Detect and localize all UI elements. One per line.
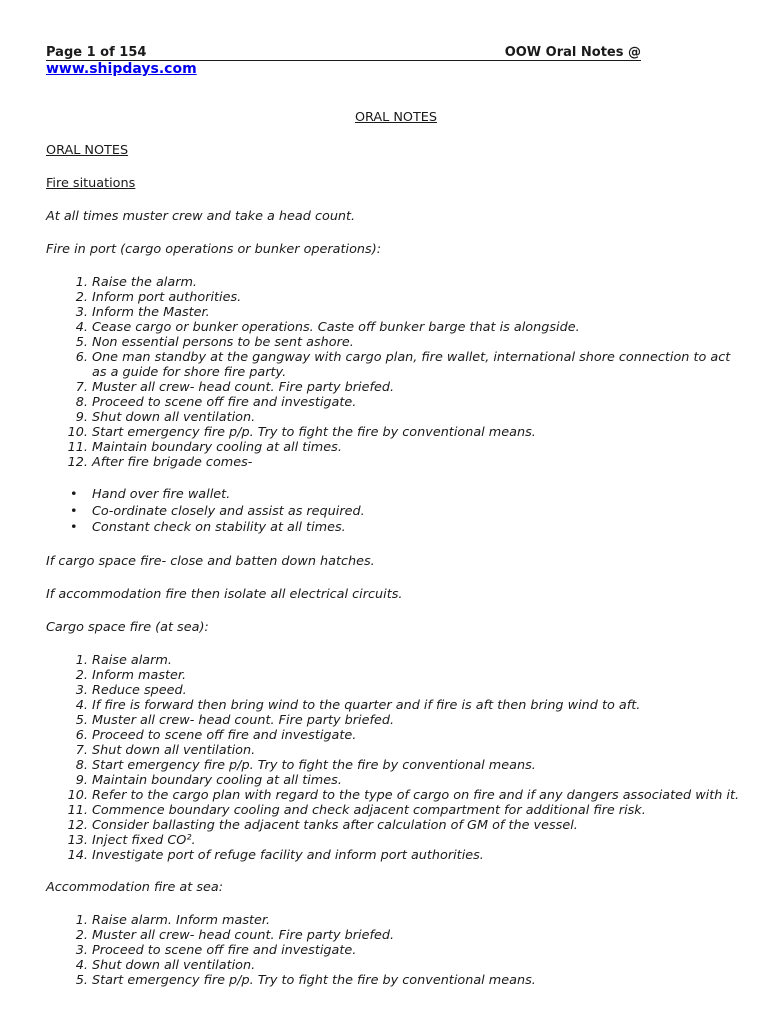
list-item: 7. Muster all crew- head count. Fire party briefed. [75,380,395,395]
port-bullet-list [46,487,746,537]
page-number: Page 1 of 154 [46,45,147,60]
cargo-fire-heading: Cargo space fire (at sea): [46,619,209,635]
page-title: ORAL NOTES [354,110,438,125]
accommodation-note: If accommodation fire then isolate all electrical circuits. [46,586,403,602]
list-item: 6. Proceed to scene off fire and investigate. [75,727,357,743]
list-item: 4. Cease cargo or bunker operations. Caste off bunker barge that is alongside. [75,320,580,335]
list-item: 5. Non essential persons to be sent ashore. [75,335,354,350]
list-item: 4. Shut down all ventilation. [75,957,256,973]
list-item: 3. Reduce speed. [75,682,187,698]
accommodation-steps-list [46,913,746,988]
list-item: 11. Commence boundary cooling and check adjacent compartment for additional fire risk. [67,802,646,818]
list-item: 12. Consider ballasting the adjacent tanks after calculation of GM of the vessel. [67,817,578,833]
list-item: 2. Inform master. [75,667,187,683]
list-item: 10. Refer to the cargo plan with regard to the type of cargo on fire and if any dangers associated with it. [67,787,740,803]
port-fire-heading: Fire in port (cargo operations or bunker operations): [46,242,382,257]
list-item: 7. Shut down all ventilation. [75,742,256,758]
page-header [46,45,641,61]
list-item: 11. Maintain boundary cooling at all times. [67,440,342,455]
list-item: 14. Investigate port of refuge facility and inform port authorities. [67,847,484,863]
list-item: 4. If fire is forward then bring wind to the quarter and if fire is aft then bring wind to aft. [75,697,641,713]
list-item: 8. Start emergency fire p/p. Try to fight the fire by conventional means. [75,757,536,773]
list-item: 9. Maintain boundary cooling at all times. [75,772,342,788]
list-item: 6. One man standby at the gangway with cargo plan, fire wallet, international shore connection to act as a guide for shore fire party. [75,350,731,380]
bullet-item: • Co-ordinate closely and assist as required. [70,503,365,519]
list-item: 1. Raise the alarm. [75,275,197,290]
subsection-heading: Fire situations [46,176,136,191]
list-item: 1. Raise alarm. [75,652,172,668]
cargo-steps-list [46,653,746,863]
document-title-header: OOW Oral Notes @ [504,45,641,60]
list-item: 9. Shut down all ventilation. [75,410,256,425]
list-item: 5. Muster all crew- head count. Fire party briefed. [75,712,395,728]
list-item: 3. Proceed to scene off fire and investigate. [75,942,357,958]
cargo-note: If cargo space fire- close and batten down hatches. [46,553,375,569]
list-item: 13. Inject fixed CO². [67,832,196,848]
section-heading: ORAL NOTES [46,143,129,158]
document-body [46,110,746,988]
list-item: 8. Proceed to scene off fire and investigate. [75,395,357,410]
list-item: 5. Start emergency fire p/p. Try to fight the fire by conventional means. [75,972,536,988]
list-item: 3. Inform the Master. [75,305,210,320]
accommodation-fire-heading: Accommodation fire at sea: [46,879,224,895]
port-steps-list [46,275,746,470]
bullet-item: • Hand over fire wallet. [70,487,231,502]
intro-paragraph: At all times muster crew and take a head count. [46,209,356,224]
list-item: 10. Start emergency fire p/p. Try to fight the fire by conventional means. [67,425,536,440]
list-item: 1. Raise alarm. Inform master. [75,912,271,928]
list-item: 12. After fire brigade comes- [67,455,253,470]
bullet-item: • Constant check on stability at all times. [70,520,346,535]
site-link[interactable]: www.shipdays.com [46,61,197,77]
list-item: 2. Inform port authorities. [75,290,242,305]
list-item: 2. Muster all crew- head count. Fire party briefed. [75,927,395,943]
